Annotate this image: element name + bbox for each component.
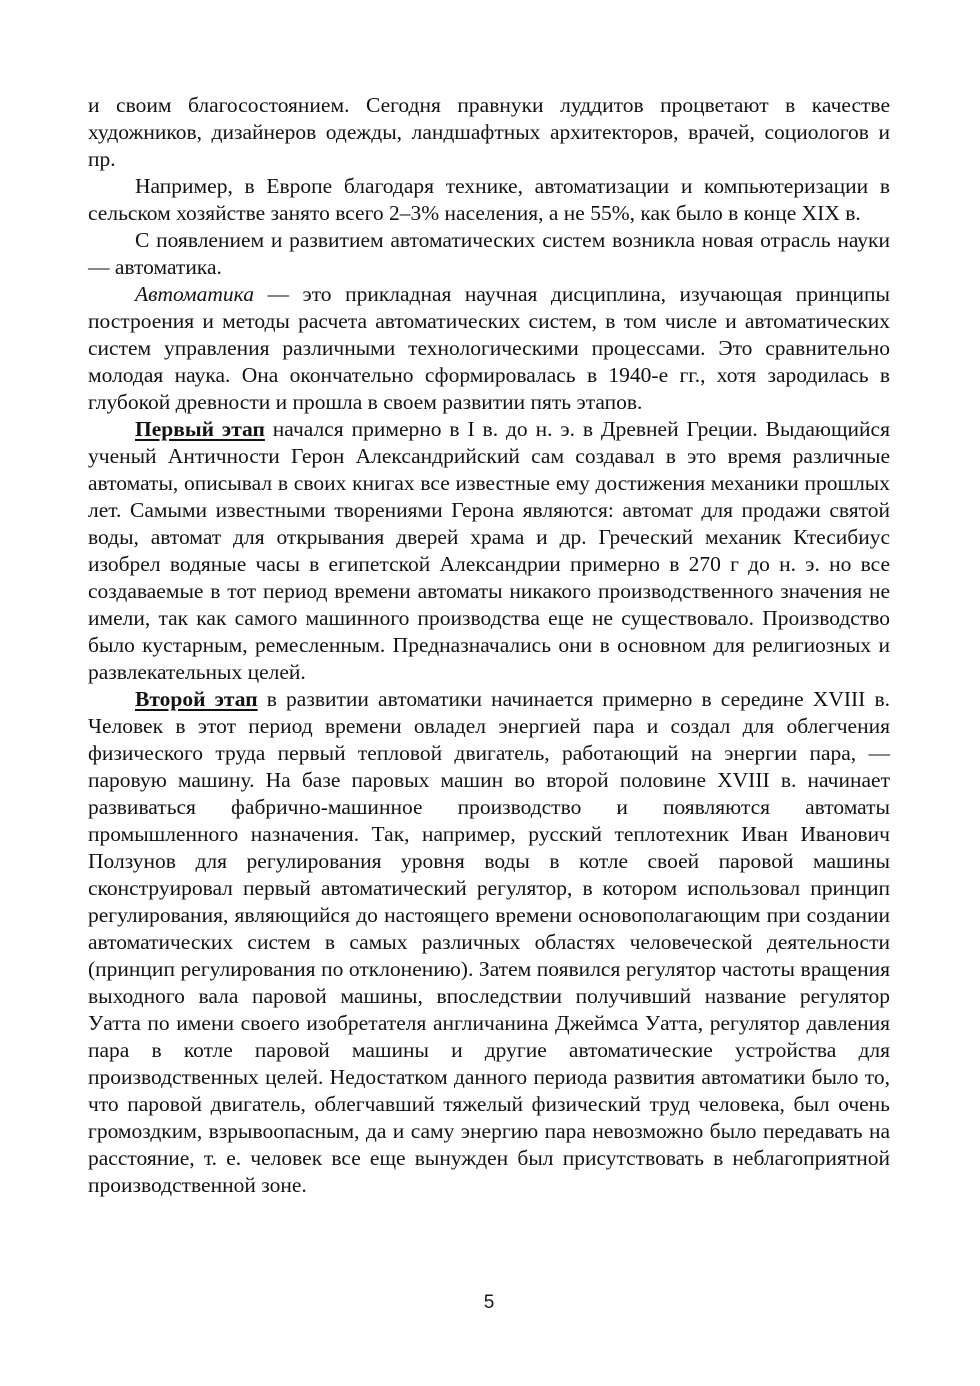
stage-heading-first: Первый этап [135, 417, 265, 441]
text-block [88, 92, 890, 1199]
paragraph [88, 227, 890, 281]
paragraph-body: Например, в Европе благодаря технике, автоматизации и компьютеризации в сельском хозяйстве занято всего 2–3% населения, а не 55%, как было в конце XIX в. [88, 174, 890, 225]
paragraph-body: — это прикладная научная дисциплина, изучающая принципы построения и методы расчета автоматических систем, в том числе и автоматических систем управления различными технологическими процессами. Это сравнительно молодая наука. Она окончательно сформировалась в 1940-е гг., хотя зародилась в глубокой древности и прошла в своем развитии пять этапов. [88, 282, 890, 414]
paragraph [88, 416, 890, 686]
paragraph [88, 686, 890, 1199]
paragraph [88, 281, 890, 416]
paragraph-body: в развитии автоматики начинается примерно в середине XVIII в. Человек в этот период времени овладел энергией пара и создал для облегчения физического труда первый тепловой двигатель, работающий на энергии пара, — паровую машину. На базе паровых машин во второй половине XVIII в. начинает развиваться фабрично-машинное производство и появляются автоматы промышленного назначения. Так, например, русский теплотехник Иван Иванович Ползунов для регулирования уровня воды в котле своей паровой машины сконструировал первый автоматический регулятор, в котором использовал принцип регулирования, являющийся до настоящего времени основополагающим при создании автоматических систем в самых различных областях человеческой деятельности (принцип регулирования по отклонению). Затем появился регулятор частоты вращения выходного вала паровой машины, впоследствии получивший название регулятор Уатта по имени своего изобретателя англичанина Джеймса Уатта, регулятор давления пара в котле паровой машины и другие автоматические устройства для производственных целей. Недостатком данного периода развития автоматики было то, что паровой двигатель, облегчавший тяжелый физический труд человека, был очень громоздким, взрывоопасным, да и саму энергию пара невозможно было передавать на расстояние, т. е. человек все еще вынужден был присутствовать в неблагоприятной производственной зоне. [88, 687, 891, 1197]
paragraph-body: С появлением и развитием автоматических систем возникла новая отрасль науки — автоматика. [88, 228, 890, 279]
stage-heading-second: Второй этап [135, 687, 258, 711]
paragraph [88, 173, 890, 227]
paragraph-body: и своим благосостоянием. Сегодня правнуки луддитов процветают в качестве художников, дизайнеров одежды, ландшафтных архитекторов, врачей, социологов и пр. [88, 93, 890, 171]
page-number: 5 [483, 1292, 495, 1313]
term-lead-italic: Автоматика [135, 282, 254, 306]
paragraph-body: начался примерно в I в. до н. э. в Древней Греции. Выдающийся ученый Античности Герон Александрийский сам создавал в это время различные автоматы, описывал в своих книгах все известные ему достижения механики прошлых лет. Самыми известными творениями Герона являются: автомат для продажи святой воды, автомат для открывания дверей храма и др. Греческий механик Ктесибиус изобрел водяные часы в египетской Александрии примерно в 270 г до н. э. но все создаваемые в тот период времени автоматы никакого производственного значения не имели, так как самого машинного производства еще не существовало. Производство было кустарным, ремесленным. Предназначались они в основном для религиозных и развлекательных целей. [88, 417, 890, 684]
paragraph [88, 92, 890, 173]
